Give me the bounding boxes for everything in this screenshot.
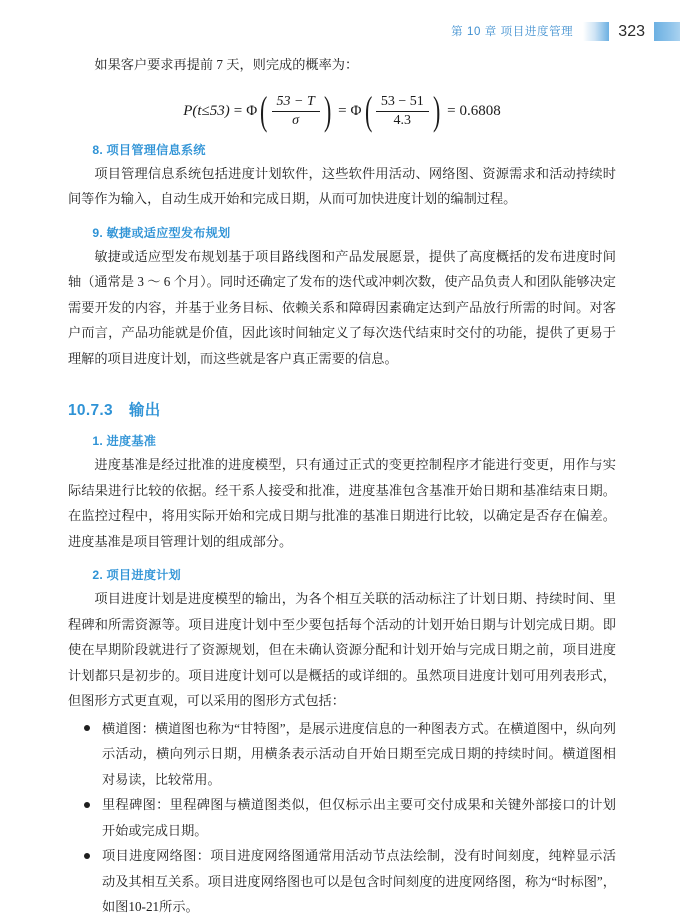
paragraph-project-management-information-system: 项目管理信息系统包括进度计划软件，这些软件用活动、网络图、资源需求和活动持续时间等作为输入，自动生成开始和完成日期，从而可加快进度计划的编制过程。 [68, 165, 616, 206]
formula-fraction-1-denominator: σ [292, 112, 300, 128]
list-item-text: 里程碑图：里程碑图与横道图类似，但仅标示出主要可交付成果和关键外部接口的计划开始或完成日期。 [102, 797, 616, 838]
formula-equals-1: = [233, 102, 243, 119]
subheading-schedule-baseline: 1. 进度基准 [92, 434, 157, 448]
formula-phi-1: Φ [246, 102, 258, 119]
formula-fraction-1-numerator: 53 − T [272, 94, 320, 112]
list-item-text: 横道图：横道图也称为“甘特图”，是展示进度信息的一种图表方式。在横道图中，纵向列示活动，横向列示日期，用横条表示活动自开始日期至完成日期的持续时间。横道图相对易读，比较常用。 [102, 720, 616, 787]
header-gradient-bar-left [583, 22, 609, 41]
schedule-format-list [68, 716, 616, 920]
section-number: 10.7.3 [68, 402, 113, 419]
header-gradient-bar-right [654, 22, 680, 41]
subheading-project-management-information-system: 8. 项目管理信息系统 [92, 142, 206, 157]
formula-fraction-1 [272, 94, 320, 129]
list-item [68, 843, 616, 920]
header-chapter-title: 第 10 章 项目进度管理 [451, 26, 574, 38]
formula-phi-2: Φ [350, 102, 362, 119]
formula-lhs: P(t≤53) [183, 102, 230, 119]
bullet-dot-icon [84, 725, 90, 731]
paragraph-project-schedule: 项目进度计划是进度模型的输出，为各个相互关联的活动标注了计划日期、持续时间、里程碑和所需资源等。项目进度计划中至少要包括每个活动的计划开始日期与计划完成日期。即使在早期阶段就进行了资源规划，但在未确认资源分配和计划开始与完成日期之前，项目进度计划都只是初步的。项目进度计划可以是概括的或详细的。虽然项目进度计划可用列表形式，但图形方式更直观，可以采用的图形方式包括： [68, 591, 616, 708]
page-content [68, 52, 616, 920]
formula-fraction-2-numerator: 53 − 51 [376, 94, 429, 112]
formula-equals-3: = [447, 102, 456, 119]
formula-paren-close-2: ) [432, 88, 441, 133]
paragraph-schedule-baseline: 进度基准是经过批准的进度模型，只有通过正式的变更控制程序才能进行变更，用作与实际结果进行比较的依据。经干系人接受和批准，进度基准包含基准开始日期和基准结束日期。在监控过程中，将用实际开始和完成日期与批准的基准日期进行比较，以确定是否存在偏差。进度基准是项目管理计划的组成部分。 [68, 457, 616, 549]
formula-fraction-2-denominator: 4.3 [393, 112, 412, 128]
formula-fraction-2 [376, 94, 429, 129]
formula-result: 0.6808 [459, 102, 501, 119]
formula-paren-open-2: ( [364, 88, 372, 133]
paragraph-agile-release-planning: 敏捷或适应型发布规划基于项目路线图和产品发展愿景，提供了高度概括的发布进度时间轴（通常是 3 ～ 6 个月）。同时还确定了发布的迭代或冲刺次数，使产品负责人和团队能够决定需要开发的内容，并基于业务目标、依赖关系和障碍因素确定达到产品放行所需的时间。对客户而言，产品功能就是价值，因此该时间轴定义了每次迭代结束时交付的功能，提供了更易于理解的项目进度计划，而这些就是客户真正需要的信息。 [68, 248, 616, 366]
list-item [68, 716, 616, 793]
bullet-dot-icon [84, 802, 90, 808]
formula-paren-open-1: ( [260, 88, 268, 133]
page-number: 323 [618, 22, 645, 40]
list-item-text: 项目进度网络图：项目进度网络图通常用活动节点法绘制，没有时间刻度，纯粹显示活动及其相互关系。项目进度网络图也可以是包含时间刻度的进度网络图，称为“时标图”，如图10-21所示。 [102, 848, 616, 914]
page-header [0, 0, 680, 48]
section-title: 输出 [128, 402, 161, 419]
formula-equals-2: = [338, 102, 347, 119]
probability-formula [68, 88, 616, 133]
subheading-agile-release-planning: 9. 敏捷或适应型发布规划 [92, 225, 231, 240]
subheading-project-schedule: 2. 项目进度计划 [92, 568, 181, 582]
header-inner [451, 20, 680, 42]
section-heading-outputs [68, 398, 616, 420]
list-item [68, 792, 616, 843]
intro-paragraph: 如果客户要求再提前 7 天，则完成的概率为： [94, 57, 359, 72]
formula-paren-close-1: ) [323, 88, 332, 133]
